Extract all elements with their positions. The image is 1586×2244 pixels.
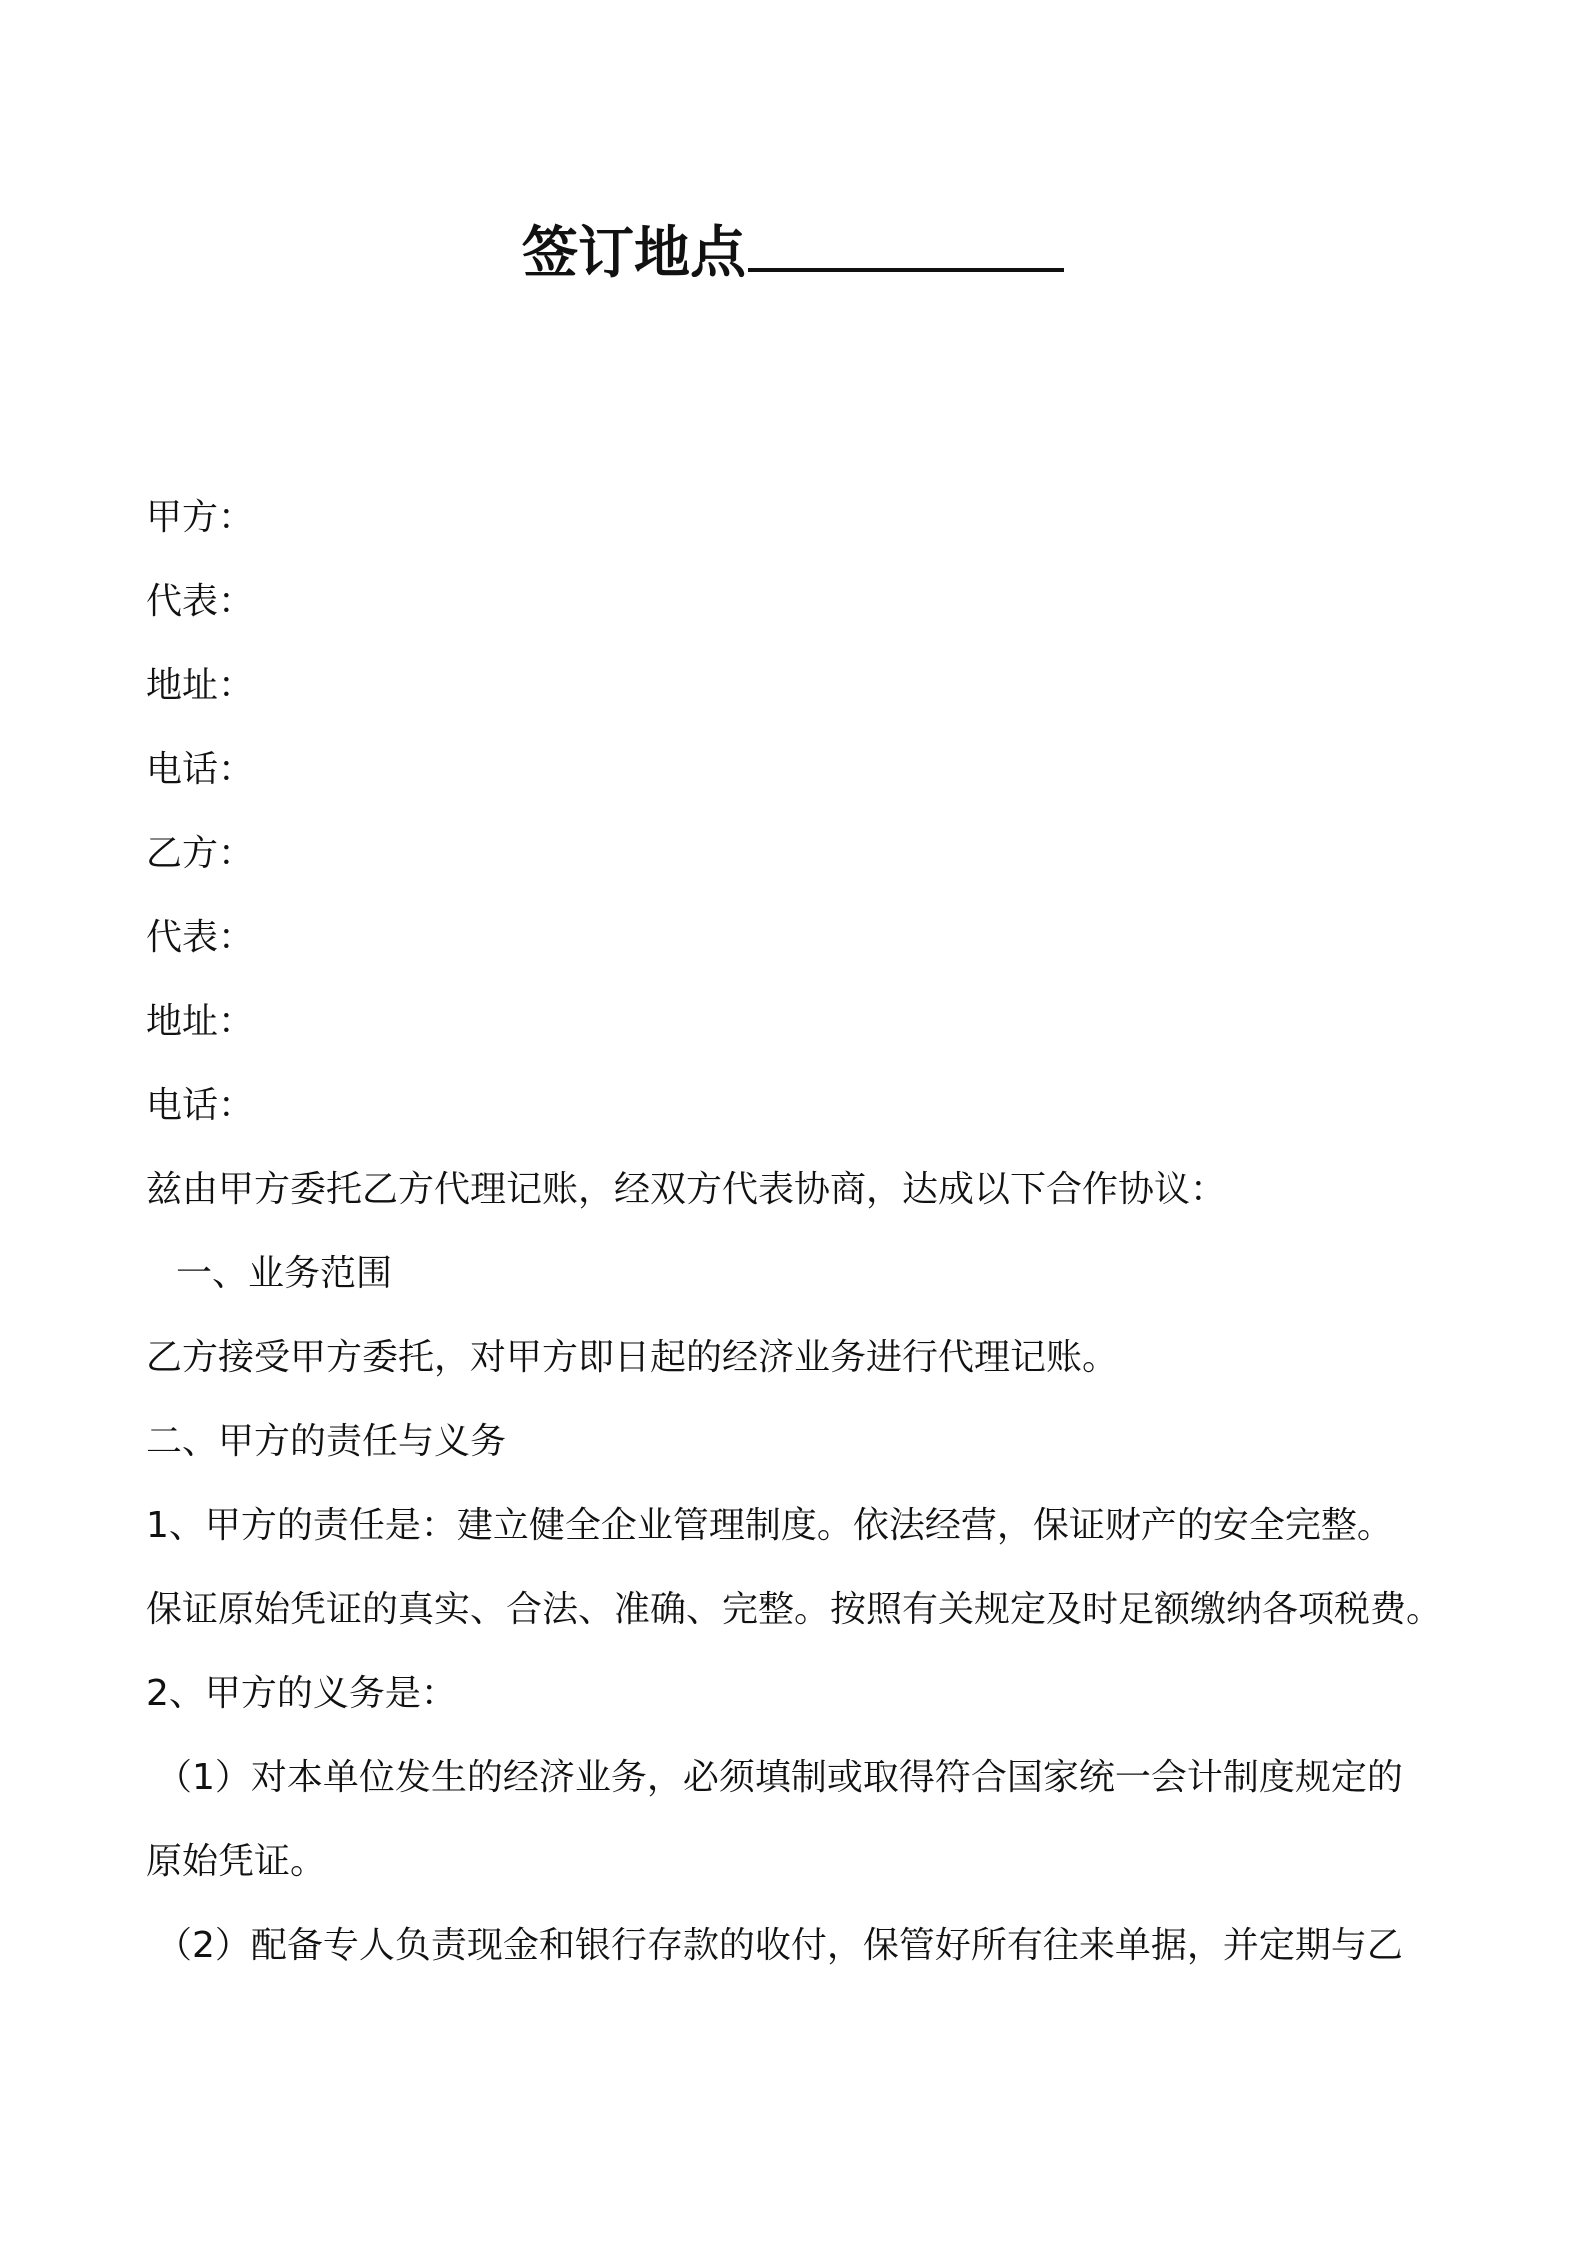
party-a-representative-label: 代表：: [146, 581, 255, 622]
party-a-address-label: 地址：: [146, 665, 255, 706]
item1-line1: （1）对本单位发生的经济业务，必须填制或取得符合国家统一会计制度规定的: [156, 1757, 1403, 1798]
party-b-address-label: 地址：: [146, 1001, 255, 1042]
section2-heading: 二、甲方的责任与义务: [146, 1421, 507, 1462]
section1-heading: 一、业务范围: [176, 1253, 393, 1294]
agreement-intro: 兹由甲方委托乙方代理记账，经双方代表协商，达成以下合作协议：: [146, 1169, 1227, 1210]
party-a-phone-label: 电话：: [146, 749, 255, 790]
party-b-representative-label: 代表：: [146, 917, 255, 958]
duty1-line1: 1、甲方的责任是：建立健全企业管理制度。依法经营，保证财产的安全完整。: [146, 1505, 1393, 1546]
title-blank-underline: [748, 208, 1064, 272]
item2-line1: （2）配备专人负责现金和银行存款的收付，保管好所有往来单据，并定期与乙: [156, 1925, 1403, 1966]
title-text: 签订地点: [522, 221, 746, 286]
document-title: [0, 208, 1586, 294]
duty1-line2: 保证原始凭证的真实、合法、准确、完整。按照有关规定及时足额缴纳各项税费。: [146, 1589, 1443, 1630]
item1-line2: 原始凭证。: [146, 1841, 327, 1882]
party-b-label: 乙方：: [146, 833, 255, 874]
duty2-heading: 2、甲方的义务是：: [146, 1673, 457, 1714]
party-b-phone-label: 电话：: [146, 1085, 255, 1126]
party-a-label: 甲方：: [146, 497, 255, 538]
section1-text: 乙方接受甲方委托，对甲方即日起的经济业务进行代理记账。: [146, 1337, 1119, 1378]
